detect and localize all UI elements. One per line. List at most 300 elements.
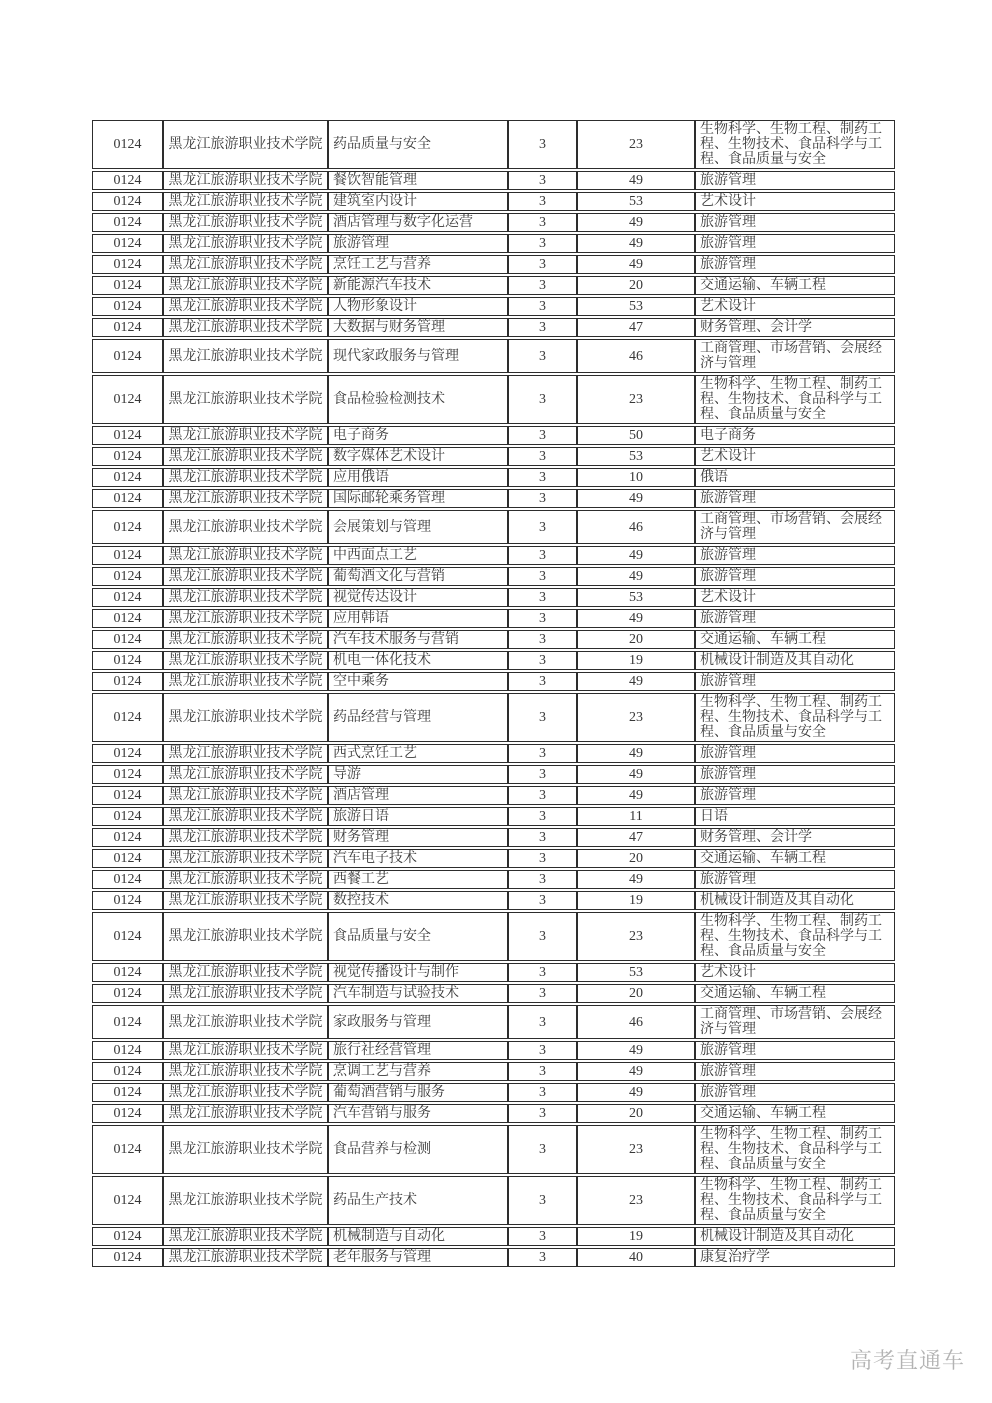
cell-school-code: 0124	[92, 672, 163, 691]
cell-related-majors: 机械设计制造及其自动化	[695, 651, 895, 670]
cell-count: 46	[577, 339, 695, 373]
cell-major-name: 药品生产技术	[328, 1176, 508, 1225]
cell-school-code: 0124	[92, 693, 163, 742]
cell-years: 3	[508, 213, 577, 232]
cell-related-majors: 旅游管理	[695, 786, 895, 805]
table-row	[92, 693, 895, 742]
cell-school-code: 0124	[92, 375, 163, 424]
cell-years: 3	[508, 786, 577, 805]
cell-years: 3	[508, 375, 577, 424]
cell-major-name: 酒店管理	[328, 786, 508, 805]
cell-count: 49	[577, 489, 695, 508]
cell-major-name: 数字媒体艺术设计	[328, 447, 508, 466]
cell-school-name: 黑龙江旅游职业技术学院	[163, 849, 328, 868]
cell-count: 49	[577, 870, 695, 889]
cell-related-majors: 生物科学、生物工程、制药工程、生物技术、食品科学与工程、食品质量与安全	[695, 1176, 895, 1225]
cell-school-name: 黑龙江旅游职业技术学院	[163, 276, 328, 295]
cell-count: 10	[577, 468, 695, 487]
table-body	[92, 120, 895, 1267]
cell-related-majors: 生物科学、生物工程、制药工程、生物技术、食品科学与工程、食品质量与安全	[695, 120, 895, 169]
cell-count: 23	[577, 693, 695, 742]
cell-school-code: 0124	[92, 447, 163, 466]
table-row	[92, 510, 895, 544]
table-row	[92, 1125, 895, 1174]
cell-years: 3	[508, 891, 577, 910]
cell-school-name: 黑龙江旅游职业技术学院	[163, 1176, 328, 1225]
cell-major-name: 新能源汽车技术	[328, 276, 508, 295]
cell-count: 53	[577, 192, 695, 211]
cell-related-majors: 康复治疗学	[695, 1248, 895, 1267]
cell-major-name: 大数据与财务管理	[328, 318, 508, 337]
cell-school-name: 黑龙江旅游职业技术学院	[163, 870, 328, 889]
cell-school-code: 0124	[92, 1041, 163, 1060]
cell-major-name: 应用俄语	[328, 468, 508, 487]
cell-count: 46	[577, 1005, 695, 1039]
cell-school-name: 黑龙江旅游职业技术学院	[163, 693, 328, 742]
cell-major-name: 餐饮智能管理	[328, 171, 508, 190]
cell-major-name: 建筑室内设计	[328, 192, 508, 211]
cell-related-majors: 工商管理、市场营销、会展经济与管理	[695, 1005, 895, 1039]
cell-school-name: 黑龙江旅游职业技术学院	[163, 546, 328, 565]
cell-major-name: 空中乘务	[328, 672, 508, 691]
cell-count: 40	[577, 1248, 695, 1267]
cell-school-name: 黑龙江旅游职业技术学院	[163, 1062, 328, 1081]
cell-years: 3	[508, 1083, 577, 1102]
cell-years: 3	[508, 339, 577, 373]
cell-years: 3	[508, 651, 577, 670]
cell-school-name: 黑龙江旅游职业技术学院	[163, 807, 328, 826]
table-row	[92, 651, 895, 670]
cell-years: 3	[508, 807, 577, 826]
cell-school-code: 0124	[92, 849, 163, 868]
cell-related-majors: 旅游管理	[695, 171, 895, 190]
cell-school-name: 黑龙江旅游职业技术学院	[163, 1248, 328, 1267]
cell-related-majors: 日语	[695, 807, 895, 826]
cell-major-name: 机械制造与自动化	[328, 1227, 508, 1246]
cell-related-majors: 旅游管理	[695, 1041, 895, 1060]
cell-school-code: 0124	[92, 891, 163, 910]
cell-major-name: 烹饪工艺与营养	[328, 255, 508, 274]
cell-major-name: 汽车电子技术	[328, 849, 508, 868]
table-row	[92, 1005, 895, 1039]
table-row	[92, 489, 895, 508]
table-row	[92, 912, 895, 961]
cell-years: 3	[508, 1104, 577, 1123]
cell-school-code: 0124	[92, 468, 163, 487]
cell-years: 3	[508, 567, 577, 586]
cell-school-code: 0124	[92, 546, 163, 565]
cell-school-code: 0124	[92, 510, 163, 544]
cell-school-code: 0124	[92, 192, 163, 211]
cell-major-name: 数控技术	[328, 891, 508, 910]
cell-years: 3	[508, 1062, 577, 1081]
cell-count: 49	[577, 546, 695, 565]
cell-related-majors: 艺术设计	[695, 447, 895, 466]
cell-years: 3	[508, 1041, 577, 1060]
cell-related-majors: 机械设计制造及其自动化	[695, 1227, 895, 1246]
table-row	[92, 807, 895, 826]
cell-related-majors: 旅游管理	[695, 1062, 895, 1081]
cell-related-majors: 旅游管理	[695, 744, 895, 763]
cell-school-name: 黑龙江旅游职业技术学院	[163, 426, 328, 445]
cell-years: 3	[508, 588, 577, 607]
cell-major-name: 药品经营与管理	[328, 693, 508, 742]
cell-school-code: 0124	[92, 255, 163, 274]
cell-school-code: 0124	[92, 1125, 163, 1174]
cell-years: 3	[508, 426, 577, 445]
table-row	[92, 849, 895, 868]
cell-school-name: 黑龙江旅游职业技术学院	[163, 1041, 328, 1060]
cell-major-name: 西式烹饪工艺	[328, 744, 508, 763]
cell-count: 23	[577, 120, 695, 169]
cell-related-majors: 生物科学、生物工程、制药工程、生物技术、食品科学与工程、食品质量与安全	[695, 912, 895, 961]
cell-school-code: 0124	[92, 963, 163, 982]
cell-major-name: 食品营养与检测	[328, 1125, 508, 1174]
cell-years: 3	[508, 1005, 577, 1039]
cell-years: 3	[508, 120, 577, 169]
table-row	[92, 297, 895, 316]
cell-school-code: 0124	[92, 1176, 163, 1225]
table-row	[92, 1176, 895, 1225]
cell-years: 3	[508, 849, 577, 868]
table-row	[92, 891, 895, 910]
table-row	[92, 1041, 895, 1060]
cell-related-majors: 俄语	[695, 468, 895, 487]
cell-major-name: 应用韩语	[328, 609, 508, 628]
cell-count: 49	[577, 567, 695, 586]
cell-major-name: 导游	[328, 765, 508, 784]
cell-count: 49	[577, 1083, 695, 1102]
cell-school-name: 黑龙江旅游职业技术学院	[163, 567, 328, 586]
cell-school-code: 0124	[92, 1083, 163, 1102]
cell-years: 3	[508, 297, 577, 316]
cell-count: 53	[577, 963, 695, 982]
cell-school-name: 黑龙江旅游职业技术学院	[163, 1005, 328, 1039]
cell-school-name: 黑龙江旅游职业技术学院	[163, 1125, 328, 1174]
cell-major-name: 家政服务与管理	[328, 1005, 508, 1039]
table-row	[92, 192, 895, 211]
cell-school-code: 0124	[92, 984, 163, 1003]
cell-school-name: 黑龙江旅游职业技术学院	[163, 984, 328, 1003]
table-row	[92, 786, 895, 805]
cell-count: 53	[577, 588, 695, 607]
cell-major-name: 汽车制造与试验技术	[328, 984, 508, 1003]
cell-related-majors: 交通运输、车辆工程	[695, 1104, 895, 1123]
cell-major-name: 旅游日语	[328, 807, 508, 826]
cell-years: 3	[508, 468, 577, 487]
cell-count: 53	[577, 297, 695, 316]
cell-school-name: 黑龙江旅游职业技术学院	[163, 963, 328, 982]
table-row	[92, 1248, 895, 1267]
cell-school-code: 0124	[92, 1248, 163, 1267]
cell-major-name: 汽车营销与服务	[328, 1104, 508, 1123]
cell-count: 11	[577, 807, 695, 826]
cell-major-name: 视觉传达设计	[328, 588, 508, 607]
cell-school-name: 黑龙江旅游职业技术学院	[163, 234, 328, 253]
table-row	[92, 375, 895, 424]
cell-related-majors: 交通运输、车辆工程	[695, 984, 895, 1003]
cell-related-majors: 旅游管理	[695, 489, 895, 508]
watermark: 高考直通车	[849, 1348, 965, 1373]
cell-school-name: 黑龙江旅游职业技术学院	[163, 828, 328, 847]
cell-school-name: 黑龙江旅游职业技术学院	[163, 510, 328, 544]
cell-related-majors: 生物科学、生物工程、制药工程、生物技术、食品科学与工程、食品质量与安全	[695, 375, 895, 424]
cell-count: 53	[577, 447, 695, 466]
cell-school-name: 黑龙江旅游职业技术学院	[163, 120, 328, 169]
cell-count: 20	[577, 849, 695, 868]
cell-related-majors: 生物科学、生物工程、制药工程、生物技术、食品科学与工程、食品质量与安全	[695, 1125, 895, 1174]
cell-count: 19	[577, 651, 695, 670]
cell-related-majors: 艺术设计	[695, 192, 895, 211]
cell-school-code: 0124	[92, 828, 163, 847]
cell-school-name: 黑龙江旅游职业技术学院	[163, 447, 328, 466]
cell-count: 20	[577, 984, 695, 1003]
cell-school-code: 0124	[92, 276, 163, 295]
table-row	[92, 426, 895, 445]
cell-related-majors: 旅游管理	[695, 567, 895, 586]
table-row	[92, 765, 895, 784]
cell-count: 49	[577, 672, 695, 691]
cell-major-name: 葡萄酒营销与服务	[328, 1083, 508, 1102]
cell-related-majors: 财务管理、会计学	[695, 828, 895, 847]
table-row	[92, 1062, 895, 1081]
table-row	[92, 234, 895, 253]
cell-major-name: 药品质量与安全	[328, 120, 508, 169]
table-row	[92, 213, 895, 232]
table-row	[92, 609, 895, 628]
cell-count: 49	[577, 1062, 695, 1081]
cell-related-majors: 工商管理、市场营销、会展经济与管理	[695, 510, 895, 544]
cell-school-code: 0124	[92, 120, 163, 169]
cell-school-name: 黑龙江旅游职业技术学院	[163, 213, 328, 232]
cell-school-name: 黑龙江旅游职业技术学院	[163, 672, 328, 691]
cell-school-code: 0124	[92, 1005, 163, 1039]
cell-major-name: 视觉传播设计与制作	[328, 963, 508, 982]
cell-years: 3	[508, 1227, 577, 1246]
cell-related-majors: 艺术设计	[695, 297, 895, 316]
cell-count: 49	[577, 744, 695, 763]
cell-school-code: 0124	[92, 234, 163, 253]
cell-school-name: 黑龙江旅游职业技术学院	[163, 786, 328, 805]
cell-years: 3	[508, 255, 577, 274]
cell-related-majors: 旅游管理	[695, 1083, 895, 1102]
table-row	[92, 171, 895, 190]
cell-years: 3	[508, 693, 577, 742]
cell-school-code: 0124	[92, 807, 163, 826]
cell-related-majors: 旅游管理	[695, 255, 895, 274]
cell-major-name: 烹调工艺与营养	[328, 1062, 508, 1081]
cell-school-name: 黑龙江旅游职业技术学院	[163, 171, 328, 190]
cell-count: 49	[577, 213, 695, 232]
cell-school-name: 黑龙江旅游职业技术学院	[163, 468, 328, 487]
cell-count: 20	[577, 1104, 695, 1123]
cell-years: 3	[508, 630, 577, 649]
cell-school-code: 0124	[92, 609, 163, 628]
cell-count: 23	[577, 1125, 695, 1174]
table-row	[92, 630, 895, 649]
table-row	[92, 588, 895, 607]
admission-plan-table	[92, 118, 895, 1269]
cell-related-majors: 旅游管理	[695, 234, 895, 253]
cell-count: 49	[577, 609, 695, 628]
table-row	[92, 120, 895, 169]
table-row	[92, 828, 895, 847]
table-row	[92, 1227, 895, 1246]
cell-related-majors: 旅游管理	[695, 546, 895, 565]
table-row	[92, 963, 895, 982]
table-row	[92, 870, 895, 889]
cell-major-name: 财务管理	[328, 828, 508, 847]
cell-school-name: 黑龙江旅游职业技术学院	[163, 489, 328, 508]
cell-school-name: 黑龙江旅游职业技术学院	[163, 1227, 328, 1246]
cell-count: 20	[577, 630, 695, 649]
cell-years: 3	[508, 318, 577, 337]
cell-major-name: 汽车技术服务与营销	[328, 630, 508, 649]
cell-years: 3	[508, 963, 577, 982]
cell-years: 3	[508, 870, 577, 889]
table-row	[92, 567, 895, 586]
cell-major-name: 旅行社经营管理	[328, 1041, 508, 1060]
cell-years: 3	[508, 828, 577, 847]
cell-related-majors: 艺术设计	[695, 588, 895, 607]
cell-count: 23	[577, 912, 695, 961]
cell-major-name: 老年服务与管理	[328, 1248, 508, 1267]
cell-count: 49	[577, 255, 695, 274]
cell-years: 3	[508, 447, 577, 466]
table-row	[92, 447, 895, 466]
cell-school-code: 0124	[92, 744, 163, 763]
cell-count: 46	[577, 510, 695, 544]
cell-school-name: 黑龙江旅游职业技术学院	[163, 912, 328, 961]
cell-count: 23	[577, 1176, 695, 1225]
cell-years: 3	[508, 984, 577, 1003]
cell-related-majors: 工商管理、市场营销、会展经济与管理	[695, 339, 895, 373]
cell-school-name: 黑龙江旅游职业技术学院	[163, 765, 328, 784]
table-row	[92, 318, 895, 337]
cell-school-name: 黑龙江旅游职业技术学院	[163, 318, 328, 337]
cell-school-name: 黑龙江旅游职业技术学院	[163, 192, 328, 211]
cell-years: 3	[508, 276, 577, 295]
cell-major-name: 国际邮轮乘务管理	[328, 489, 508, 508]
cell-school-code: 0124	[92, 588, 163, 607]
cell-school-code: 0124	[92, 297, 163, 316]
cell-school-code: 0124	[92, 1227, 163, 1246]
cell-school-name: 黑龙江旅游职业技术学院	[163, 651, 328, 670]
cell-related-majors: 机械设计制造及其自动化	[695, 891, 895, 910]
cell-school-code: 0124	[92, 1104, 163, 1123]
cell-years: 3	[508, 234, 577, 253]
cell-years: 3	[508, 1176, 577, 1225]
cell-related-majors: 财务管理、会计学	[695, 318, 895, 337]
cell-count: 49	[577, 171, 695, 190]
cell-years: 3	[508, 912, 577, 961]
cell-school-code: 0124	[92, 651, 163, 670]
cell-major-name: 西餐工艺	[328, 870, 508, 889]
cell-school-code: 0124	[92, 870, 163, 889]
cell-school-code: 0124	[92, 171, 163, 190]
cell-school-code: 0124	[92, 567, 163, 586]
cell-related-majors: 艺术设计	[695, 963, 895, 982]
cell-count: 50	[577, 426, 695, 445]
cell-school-code: 0124	[92, 765, 163, 784]
cell-major-name: 中西面点工艺	[328, 546, 508, 565]
cell-related-majors: 生物科学、生物工程、制药工程、生物技术、食品科学与工程、食品质量与安全	[695, 693, 895, 742]
cell-major-name: 电子商务	[328, 426, 508, 445]
cell-count: 49	[577, 1041, 695, 1060]
cell-years: 3	[508, 744, 577, 763]
cell-years: 3	[508, 609, 577, 628]
cell-school-code: 0124	[92, 786, 163, 805]
cell-related-majors: 交通运输、车辆工程	[695, 849, 895, 868]
cell-school-name: 黑龙江旅游职业技术学院	[163, 255, 328, 274]
cell-count: 20	[577, 276, 695, 295]
cell-major-name: 人物形象设计	[328, 297, 508, 316]
table-row	[92, 744, 895, 763]
cell-school-code: 0124	[92, 1062, 163, 1081]
cell-school-name: 黑龙江旅游职业技术学院	[163, 1083, 328, 1102]
cell-count: 19	[577, 1227, 695, 1246]
cell-school-code: 0124	[92, 912, 163, 961]
cell-school-code: 0124	[92, 213, 163, 232]
cell-count: 47	[577, 828, 695, 847]
cell-major-name: 旅游管理	[328, 234, 508, 253]
cell-major-name: 会展策划与管理	[328, 510, 508, 544]
table-row	[92, 255, 895, 274]
cell-related-majors: 交通运输、车辆工程	[695, 630, 895, 649]
cell-school-code: 0124	[92, 339, 163, 373]
cell-school-code: 0124	[92, 318, 163, 337]
cell-related-majors: 旅游管理	[695, 213, 895, 232]
cell-count: 49	[577, 234, 695, 253]
cell-major-name: 食品检验检测技术	[328, 375, 508, 424]
table-row	[92, 984, 895, 1003]
cell-count: 19	[577, 891, 695, 910]
cell-count: 49	[577, 786, 695, 805]
table-row	[92, 672, 895, 691]
cell-school-code: 0124	[92, 426, 163, 445]
cell-school-name: 黑龙江旅游职业技术学院	[163, 630, 328, 649]
cell-count: 47	[577, 318, 695, 337]
cell-years: 3	[508, 546, 577, 565]
cell-school-name: 黑龙江旅游职业技术学院	[163, 891, 328, 910]
table-row	[92, 1104, 895, 1123]
cell-related-majors: 交通运输、车辆工程	[695, 276, 895, 295]
cell-related-majors: 旅游管理	[695, 672, 895, 691]
cell-years: 3	[508, 171, 577, 190]
cell-school-name: 黑龙江旅游职业技术学院	[163, 375, 328, 424]
cell-school-name: 黑龙江旅游职业技术学院	[163, 1104, 328, 1123]
cell-years: 3	[508, 510, 577, 544]
cell-years: 3	[508, 1248, 577, 1267]
cell-school-name: 黑龙江旅游职业技术学院	[163, 297, 328, 316]
cell-count: 49	[577, 765, 695, 784]
cell-major-name: 现代家政服务与管理	[328, 339, 508, 373]
cell-major-name: 机电一体化技术	[328, 651, 508, 670]
cell-school-code: 0124	[92, 489, 163, 508]
cell-school-name: 黑龙江旅游职业技术学院	[163, 588, 328, 607]
cell-years: 3	[508, 192, 577, 211]
table-row	[92, 468, 895, 487]
cell-years: 3	[508, 1125, 577, 1174]
cell-school-name: 黑龙江旅游职业技术学院	[163, 609, 328, 628]
cell-related-majors: 旅游管理	[695, 609, 895, 628]
cell-years: 3	[508, 765, 577, 784]
cell-years: 3	[508, 489, 577, 508]
table-row	[92, 1083, 895, 1102]
cell-related-majors: 旅游管理	[695, 765, 895, 784]
cell-years: 3	[508, 672, 577, 691]
cell-major-name: 食品质量与安全	[328, 912, 508, 961]
